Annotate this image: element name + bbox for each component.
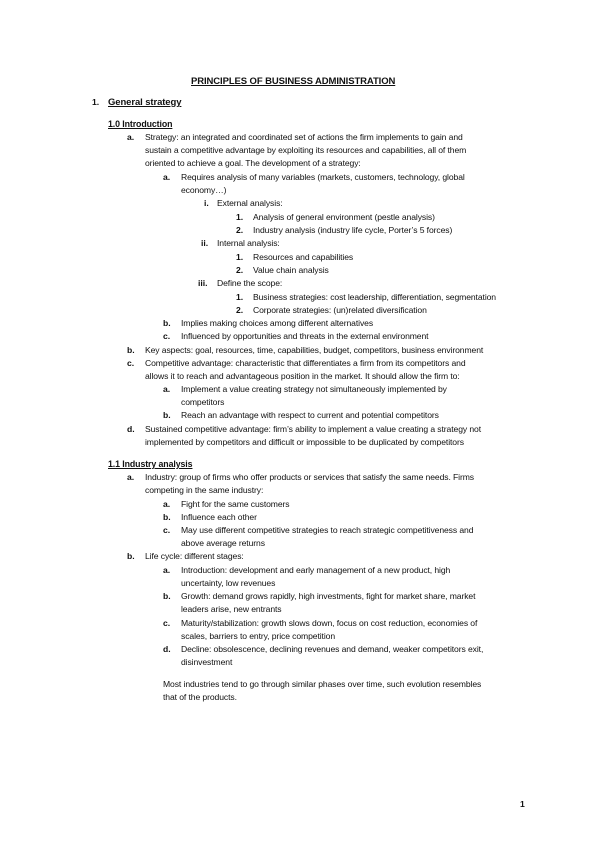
list-marker: ii. bbox=[201, 238, 209, 248]
list-item-text: above average returns bbox=[181, 538, 265, 548]
list-item-text: Key aspects: goal, resources, time, capabilities, budget, competitors, business environment bbox=[145, 345, 484, 355]
list-item-text: oriented to achieve a goal. The development of a strategy: bbox=[145, 158, 361, 168]
subsection-heading-text: 1.0 Introduction bbox=[108, 119, 173, 129]
list-marker: 1. bbox=[236, 292, 244, 302]
list-item-text: leaders arise, new entrants bbox=[181, 604, 282, 614]
list-item-text: Reach an advantage with respect to current and potential competitors bbox=[181, 410, 439, 420]
list-item-text: May use different competitive strategies to reach strategic competitiveness and bbox=[181, 525, 474, 535]
list-marker: 1. bbox=[236, 212, 244, 222]
list-marker: d. bbox=[163, 644, 171, 654]
list-marker: a. bbox=[163, 565, 171, 575]
page-number: 1 bbox=[520, 799, 525, 809]
list-item-text: disinvestment bbox=[181, 657, 233, 667]
list-item-text: Resources and capabilities bbox=[253, 252, 354, 262]
subsection-heading-text: 1.1 Industry analysis bbox=[108, 459, 193, 469]
section-number: 1. bbox=[92, 97, 100, 107]
section-heading-text: General strategy bbox=[108, 97, 182, 108]
list-item-text: economy…) bbox=[181, 185, 227, 195]
list-item-text: Implies making choices among different alternatives bbox=[181, 318, 374, 328]
list-item-text: scales, barriers to entry, price competition bbox=[181, 631, 336, 641]
list-marker: iii. bbox=[198, 278, 208, 288]
list-marker: c. bbox=[127, 358, 135, 368]
list-item-text: Maturity/stabilization: growth slows down, focus on cost reduction, economies of bbox=[181, 618, 478, 628]
list-item-text: Life cycle: different stages: bbox=[145, 551, 244, 561]
list-marker: i. bbox=[204, 198, 209, 208]
list-marker: 2. bbox=[236, 305, 244, 315]
list-item-text: competitors bbox=[181, 397, 225, 407]
list-marker: b. bbox=[163, 318, 171, 328]
list-item-text: Decline: obsolescence, declining revenues and demand, weaker competitors exit, bbox=[181, 644, 484, 654]
list-item-text: Analysis of general environment (pestle analysis) bbox=[253, 212, 435, 222]
subsection-heading bbox=[108, 459, 192, 470]
list-item-text: Corporate strategies: (un)related diversification bbox=[253, 305, 427, 315]
list-item-text: Industry: group of firms who offer products or services that satisfy the same needs. Firms bbox=[145, 472, 474, 482]
list-marker: 2. bbox=[236, 225, 244, 235]
list-item-text: Growth: demand grows rapidly, high investments, fight for market share, market bbox=[181, 591, 476, 601]
list-marker: b. bbox=[127, 551, 135, 561]
list-item-text: competing in the same industry: bbox=[145, 485, 264, 495]
list-item-text: Define the scope: bbox=[217, 278, 283, 288]
list-item-text: External analysis: bbox=[217, 198, 283, 208]
list-marker: 2. bbox=[236, 265, 244, 275]
list-marker: b. bbox=[163, 591, 171, 601]
list-item-text: Internal analysis: bbox=[217, 238, 280, 248]
list-marker: c. bbox=[163, 525, 171, 535]
list-marker: a. bbox=[127, 472, 135, 482]
list-marker: a. bbox=[163, 384, 171, 394]
list-marker: b. bbox=[163, 410, 171, 420]
list-item-text: Requires analysis of many variables (markets, customers, technology, global bbox=[181, 172, 465, 182]
list-marker: c. bbox=[163, 331, 171, 341]
list-marker: a. bbox=[163, 499, 171, 509]
list-item-text: sustain a competitive advantage by exploiting its resources and capabilities, all of them bbox=[145, 145, 467, 155]
list-item-text: allows it to reach and advantageous position in the market. It should allow the firm to: bbox=[145, 371, 460, 381]
list-item-text: Business strategies: cost leadership, differentiation, segmentation bbox=[253, 292, 496, 302]
section-heading bbox=[108, 97, 181, 108]
subsection-heading bbox=[108, 119, 172, 130]
list-item-text: Industry analysis (industry life cycle, Porter’s 5 forces) bbox=[253, 225, 453, 235]
list-marker: b. bbox=[163, 512, 171, 522]
page-title: PRINCIPLES OF BUSINESS ADMINISTRATION bbox=[191, 76, 396, 87]
list-marker: d. bbox=[127, 424, 135, 434]
list-item-text: Fight for the same customers bbox=[181, 499, 290, 509]
list-marker: b. bbox=[127, 345, 135, 355]
list-item-text: Competitive advantage: characteristic that differentiates a firm from its competitors and bbox=[145, 358, 466, 368]
paragraph-text: Most industries tend to go through similar phases over time, such evolution resembles bbox=[163, 679, 482, 689]
list-marker: c. bbox=[163, 618, 171, 628]
list-marker: a. bbox=[127, 132, 135, 142]
list-item-text: Strategy: an integrated and coordinated set of actions the firm implements to gain and bbox=[145, 132, 463, 142]
list-item-text: Implement a value creating strategy not simultaneously implemented by bbox=[181, 384, 447, 394]
list-item-text: implemented by competitors and difficult or impossible to be duplicated by competitors bbox=[145, 437, 464, 447]
list-item-text: Influenced by opportunities and threats in the external environment bbox=[181, 331, 429, 341]
list-item-text: Introduction: development and early management of a new product, high bbox=[181, 565, 451, 575]
list-item-text: uncertainty, low revenues bbox=[181, 578, 276, 588]
list-marker: a. bbox=[163, 172, 171, 182]
list-item-text: Influence each other bbox=[181, 512, 257, 522]
list-item-text: Value chain analysis bbox=[253, 265, 329, 275]
paragraph-text: that of the products. bbox=[163, 692, 237, 702]
list-marker: 1. bbox=[236, 252, 244, 262]
list-item-text: Sustained competitive advantage: firm’s ability to implement a value creating a strategy not bbox=[145, 424, 482, 434]
